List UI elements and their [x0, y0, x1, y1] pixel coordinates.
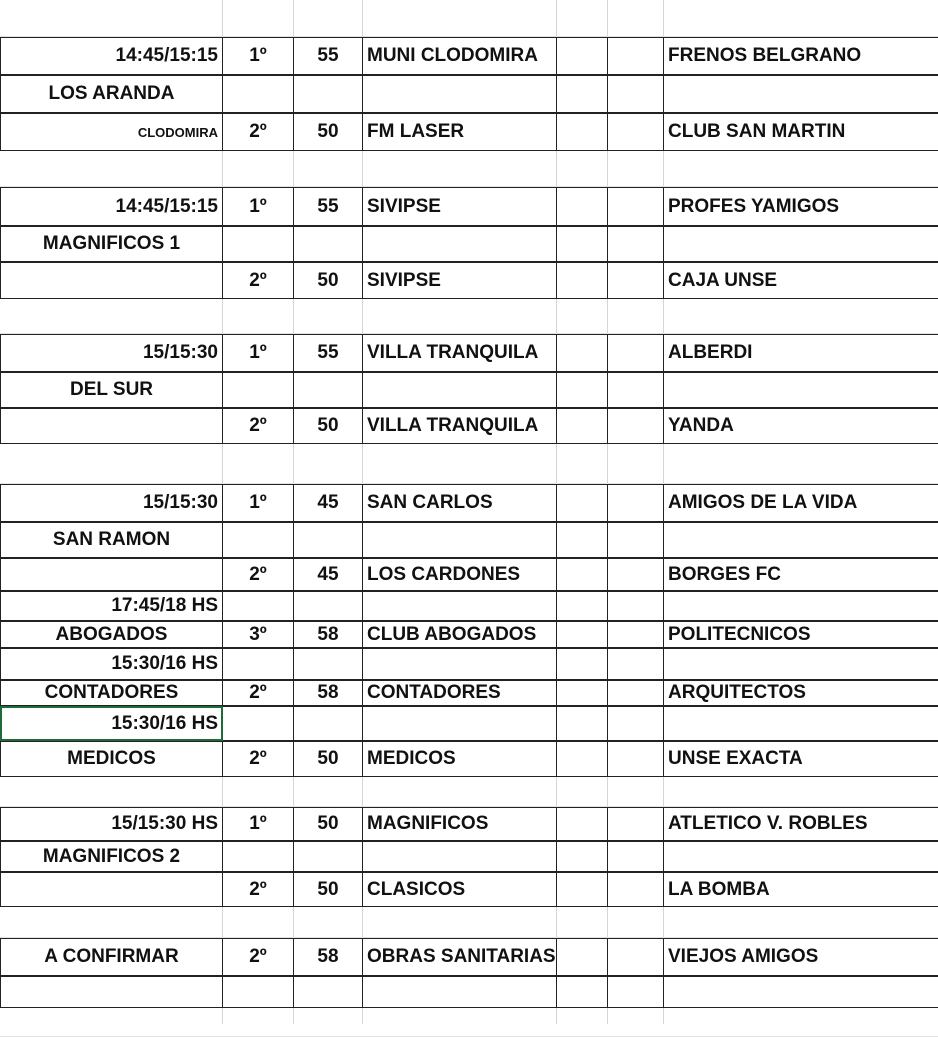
home-team-cell[interactable]	[362, 75, 556, 113]
category-cell[interactable]: 50	[293, 262, 362, 299]
score-away-cell[interactable]	[607, 1008, 663, 1037]
away-team-cell[interactable]	[663, 75, 938, 113]
score-home-cell[interactable]	[556, 444, 607, 484]
score-away-cell[interactable]	[607, 976, 663, 1008]
score-away-cell[interactable]	[607, 522, 663, 558]
score-home-cell[interactable]	[556, 621, 607, 648]
score-away-cell[interactable]	[607, 408, 663, 444]
away-team-cell[interactable]	[663, 151, 938, 187]
category-cell[interactable]: 55	[293, 334, 362, 372]
table-row	[0, 37, 938, 75]
division-cell[interactable]	[222, 522, 293, 558]
home-team-cell[interactable]	[362, 151, 556, 187]
home-team-cell[interactable]	[362, 777, 556, 807]
score-away-cell[interactable]	[607, 777, 663, 807]
score-home-cell[interactable]	[556, 938, 607, 976]
venue-time-cell[interactable]: MAGNIFICOS 1	[0, 226, 222, 262]
score-home-cell[interactable]	[556, 0, 607, 37]
home-team-cell[interactable]	[362, 907, 556, 938]
score-home-cell[interactable]	[556, 680, 607, 706]
score-home-cell[interactable]	[556, 591, 607, 621]
category-cell[interactable]	[293, 151, 362, 187]
division-cell[interactable]	[222, 976, 293, 1008]
category-cell[interactable]	[293, 1008, 362, 1037]
score-home-cell[interactable]	[556, 484, 607, 522]
score-away-cell[interactable]	[607, 706, 663, 741]
score-home-cell[interactable]	[556, 75, 607, 113]
home-team-cell[interactable]: MEDICOS	[362, 741, 556, 777]
away-team-cell[interactable]: ALBERDI	[663, 334, 938, 372]
division-cell[interactable]	[222, 591, 293, 621]
score-away-cell[interactable]	[607, 187, 663, 226]
away-team-cell[interactable]: PROFES YAMIGOS	[663, 187, 938, 226]
home-team-cell[interactable]	[362, 841, 556, 872]
category-cell[interactable]: 50	[293, 872, 362, 907]
score-home-cell[interactable]	[556, 299, 607, 334]
venue-time-cell[interactable]: 15/15:30	[0, 484, 222, 522]
score-away-cell[interactable]	[607, 621, 663, 648]
home-team-cell[interactable]: OBRAS SANITARIAS	[362, 938, 556, 976]
score-away-cell[interactable]	[607, 444, 663, 484]
table-row	[0, 372, 938, 408]
score-away-cell[interactable]	[607, 807, 663, 841]
table-row	[0, 226, 938, 262]
division-cell[interactable]	[222, 299, 293, 334]
away-team-cell[interactable]	[663, 226, 938, 262]
score-away-cell[interactable]	[607, 741, 663, 777]
home-team-cell[interactable]	[362, 976, 556, 1008]
venue-time-cell[interactable]	[0, 872, 222, 907]
home-team-cell[interactable]	[362, 226, 556, 262]
score-away-cell[interactable]	[607, 151, 663, 187]
category-cell[interactable]: 50	[293, 408, 362, 444]
away-team-cell[interactable]	[663, 591, 938, 621]
venue-time-cell[interactable]	[0, 262, 222, 299]
score-away-cell[interactable]	[607, 262, 663, 299]
venue-time-cell[interactable]	[0, 1008, 222, 1037]
score-home-cell[interactable]	[556, 648, 607, 680]
venue-time-cell[interactable]: 15/15:30 HS	[0, 807, 222, 841]
score-away-cell[interactable]	[607, 113, 663, 151]
category-cell[interactable]: 55	[293, 187, 362, 226]
table-row	[0, 591, 938, 621]
category-cell[interactable]: 50	[293, 113, 362, 151]
away-team-cell[interactable]: VIEJOS AMIGOS	[663, 938, 938, 976]
table-row	[0, 262, 938, 299]
score-home-cell[interactable]	[556, 151, 607, 187]
table-row	[0, 807, 938, 841]
table-row	[0, 777, 938, 807]
division-cell[interactable]: 2º	[222, 113, 293, 151]
score-away-cell[interactable]	[607, 591, 663, 621]
away-team-cell[interactable]: YANDA	[663, 408, 938, 444]
home-team-cell[interactable]	[362, 0, 556, 37]
division-cell[interactable]: 1º	[222, 37, 293, 75]
venue-time-cell[interactable]	[0, 151, 222, 187]
home-team-cell[interactable]: MAGNIFICOS	[362, 807, 556, 841]
away-team-cell[interactable]	[663, 648, 938, 680]
table-row	[0, 299, 938, 334]
table-row	[0, 841, 938, 872]
home-team-cell[interactable]	[362, 591, 556, 621]
division-cell[interactable]	[222, 706, 293, 741]
score-away-cell[interactable]	[607, 680, 663, 706]
table-row	[0, 408, 938, 444]
category-cell[interactable]: 45	[293, 558, 362, 591]
score-away-cell[interactable]	[607, 938, 663, 976]
category-cell[interactable]	[293, 648, 362, 680]
table-row	[0, 334, 938, 372]
away-team-cell[interactable]: ATLETICO V. ROBLES	[663, 807, 938, 841]
table-row	[0, 444, 938, 484]
category-cell[interactable]	[293, 372, 362, 408]
away-team-cell[interactable]: POLITECNICOS	[663, 621, 938, 648]
score-home-cell[interactable]	[556, 522, 607, 558]
away-team-cell[interactable]: FRENOS BELGRANO	[663, 37, 938, 75]
category-cell[interactable]	[293, 75, 362, 113]
division-cell[interactable]: 2º	[222, 680, 293, 706]
away-team-cell[interactable]: UNSE EXACTA	[663, 741, 938, 777]
category-cell[interactable]: 50	[293, 741, 362, 777]
score-home-cell[interactable]	[556, 976, 607, 1008]
division-cell[interactable]	[222, 907, 293, 938]
division-cell[interactable]: 2º	[222, 558, 293, 591]
home-team-cell[interactable]	[362, 444, 556, 484]
home-team-cell[interactable]: SIVIPSE	[362, 187, 556, 226]
score-home-cell[interactable]	[556, 706, 607, 741]
table-row	[0, 187, 938, 226]
away-team-cell[interactable]	[663, 841, 938, 872]
table-row	[0, 75, 938, 113]
venue-time-cell[interactable]: 15:30/16 HS	[0, 706, 222, 741]
score-home-cell[interactable]	[556, 741, 607, 777]
home-team-cell[interactable]	[362, 648, 556, 680]
venue-time-cell[interactable]: CLODOMIRA	[0, 113, 222, 151]
table-row	[0, 113, 938, 151]
division-cell[interactable]: 1º	[222, 807, 293, 841]
away-team-cell[interactable]: CLUB SAN MARTIN	[663, 113, 938, 151]
score-away-cell[interactable]	[607, 334, 663, 372]
away-team-cell[interactable]: CAJA UNSE	[663, 262, 938, 299]
home-team-cell[interactable]: LOS CARDONES	[362, 558, 556, 591]
score-away-cell[interactable]	[607, 648, 663, 680]
category-cell[interactable]	[293, 226, 362, 262]
division-cell[interactable]	[222, 1008, 293, 1037]
home-team-cell[interactable]: VILLA TRANQUILA	[362, 408, 556, 444]
table-row	[0, 872, 938, 907]
division-cell[interactable]: 2º	[222, 741, 293, 777]
table-row	[0, 151, 938, 187]
table-row	[0, 706, 938, 741]
division-cell[interactable]	[222, 75, 293, 113]
table-row	[0, 741, 938, 777]
venue-time-cell[interactable]: 15/15:30	[0, 334, 222, 372]
away-team-cell[interactable]: LA BOMBA	[663, 872, 938, 907]
score-home-cell[interactable]	[556, 872, 607, 907]
away-team-cell[interactable]	[663, 907, 938, 938]
score-away-cell[interactable]	[607, 372, 663, 408]
home-team-cell[interactable]: CONTADORES	[362, 680, 556, 706]
score-home-cell[interactable]	[556, 372, 607, 408]
venue-time-cell[interactable]: MEDICOS	[0, 741, 222, 777]
venue-time-cell[interactable]	[0, 299, 222, 334]
category-cell[interactable]: 55	[293, 37, 362, 75]
venue-time-cell[interactable]	[0, 777, 222, 807]
score-home-cell[interactable]	[556, 907, 607, 938]
division-cell[interactable]: 2º	[222, 408, 293, 444]
score-home-cell[interactable]	[556, 37, 607, 75]
category-cell[interactable]: 58	[293, 621, 362, 648]
score-away-cell[interactable]	[607, 841, 663, 872]
table-row	[0, 1008, 938, 1037]
division-cell[interactable]: 2º	[222, 872, 293, 907]
venue-time-cell[interactable]	[0, 0, 222, 37]
away-team-cell[interactable]	[663, 522, 938, 558]
score-home-cell[interactable]	[556, 408, 607, 444]
table-row	[0, 0, 938, 37]
category-cell[interactable]	[293, 907, 362, 938]
venue-time-cell[interactable]: DEL SUR	[0, 372, 222, 408]
home-team-cell[interactable]: VILLA TRANQUILA	[362, 334, 556, 372]
category-cell[interactable]	[293, 591, 362, 621]
home-team-cell[interactable]: SIVIPSE	[362, 262, 556, 299]
score-home-cell[interactable]	[556, 262, 607, 299]
venue-time-cell[interactable]: MAGNIFICOS 2	[0, 841, 222, 872]
division-cell[interactable]	[222, 444, 293, 484]
division-cell[interactable]: 1º	[222, 187, 293, 226]
venue-time-cell[interactable]: 14:45/15:15	[0, 37, 222, 75]
category-cell[interactable]: 58	[293, 938, 362, 976]
division-cell[interactable]	[222, 841, 293, 872]
division-cell[interactable]	[222, 777, 293, 807]
division-cell[interactable]: 1º	[222, 334, 293, 372]
category-cell[interactable]: 58	[293, 680, 362, 706]
division-cell[interactable]: 3º	[222, 621, 293, 648]
away-team-cell[interactable]	[663, 706, 938, 741]
venue-time-cell[interactable]: LOS ARANDA	[0, 75, 222, 113]
venue-time-cell[interactable]	[0, 558, 222, 591]
venue-time-cell[interactable]: SAN RAMON	[0, 522, 222, 558]
score-home-cell[interactable]	[556, 226, 607, 262]
home-team-cell[interactable]	[362, 372, 556, 408]
home-team-cell[interactable]: CLUB ABOGADOS	[362, 621, 556, 648]
division-cell[interactable]	[222, 151, 293, 187]
division-cell[interactable]	[222, 648, 293, 680]
division-cell[interactable]	[222, 226, 293, 262]
score-away-cell[interactable]	[607, 299, 663, 334]
table-row	[0, 621, 938, 648]
venue-time-cell[interactable]: 17:45/18 HS	[0, 591, 222, 621]
table-row	[0, 484, 938, 522]
category-cell[interactable]	[293, 444, 362, 484]
score-away-cell[interactable]	[607, 37, 663, 75]
away-team-cell[interactable]	[663, 976, 938, 1008]
away-team-cell[interactable]	[663, 0, 938, 37]
home-team-cell[interactable]	[362, 522, 556, 558]
venue-time-cell[interactable]	[0, 444, 222, 484]
table-row	[0, 680, 938, 706]
division-cell[interactable]	[222, 0, 293, 37]
division-cell[interactable]: 1º	[222, 484, 293, 522]
category-cell[interactable]: 50	[293, 807, 362, 841]
away-team-cell[interactable]	[663, 777, 938, 807]
score-away-cell[interactable]	[607, 907, 663, 938]
table-row	[0, 907, 938, 938]
score-away-cell[interactable]	[607, 558, 663, 591]
score-home-cell[interactable]	[556, 807, 607, 841]
category-cell[interactable]	[293, 706, 362, 741]
score-away-cell[interactable]	[607, 872, 663, 907]
away-team-cell[interactable]: AMIGOS DE LA VIDA	[663, 484, 938, 522]
category-cell[interactable]	[293, 976, 362, 1008]
table-row	[0, 522, 938, 558]
home-team-cell[interactable]: CLASICOS	[362, 872, 556, 907]
venue-time-cell[interactable]: CONTADORES	[0, 680, 222, 706]
category-cell[interactable]	[293, 841, 362, 872]
category-cell[interactable]	[293, 299, 362, 334]
venue-time-cell[interactable]: 14:45/15:15	[0, 187, 222, 226]
score-away-cell[interactable]	[607, 75, 663, 113]
division-cell[interactable]: 2º	[222, 938, 293, 976]
score-home-cell[interactable]	[556, 187, 607, 226]
score-home-cell[interactable]	[556, 841, 607, 872]
venue-time-cell[interactable]: A CONFIRMAR	[0, 938, 222, 976]
home-team-cell[interactable]: SAN CARLOS	[362, 484, 556, 522]
selected-cell-highlight	[0, 706, 223, 741]
away-team-cell[interactable]	[663, 372, 938, 408]
home-team-cell[interactable]	[362, 1008, 556, 1037]
score-away-cell[interactable]	[607, 0, 663, 37]
away-team-cell[interactable]	[663, 444, 938, 484]
away-team-cell[interactable]	[663, 299, 938, 334]
venue-time-cell[interactable]	[0, 408, 222, 444]
score-home-cell[interactable]	[556, 334, 607, 372]
venue-time-cell[interactable]: ABOGADOS	[0, 621, 222, 648]
score-away-cell[interactable]	[607, 226, 663, 262]
away-team-cell[interactable]: ARQUITECTOS	[663, 680, 938, 706]
venue-time-cell[interactable]	[0, 907, 222, 938]
category-cell[interactable]	[293, 522, 362, 558]
score-home-cell[interactable]	[556, 777, 607, 807]
table-row	[0, 648, 938, 680]
venue-time-cell[interactable]	[0, 976, 222, 1008]
score-home-cell[interactable]	[556, 1008, 607, 1037]
score-away-cell[interactable]	[607, 484, 663, 522]
category-cell[interactable]	[293, 0, 362, 37]
away-team-cell[interactable]	[663, 1008, 938, 1037]
table-row	[0, 558, 938, 591]
division-cell[interactable]: 2º	[222, 262, 293, 299]
away-team-cell[interactable]: BORGES FC	[663, 558, 938, 591]
home-team-cell[interactable]: MUNI CLODOMIRA	[362, 37, 556, 75]
home-team-cell[interactable]: FM LASER	[362, 113, 556, 151]
table-row	[0, 976, 938, 1008]
table-row	[0, 938, 938, 976]
score-home-cell[interactable]	[556, 113, 607, 151]
venue-time-cell[interactable]: 15:30/16 HS	[0, 648, 222, 680]
home-team-cell[interactable]	[362, 706, 556, 741]
score-home-cell[interactable]	[556, 558, 607, 591]
category-cell[interactable]	[293, 777, 362, 807]
home-team-cell[interactable]	[362, 299, 556, 334]
category-cell[interactable]: 45	[293, 484, 362, 522]
division-cell[interactable]	[222, 372, 293, 408]
